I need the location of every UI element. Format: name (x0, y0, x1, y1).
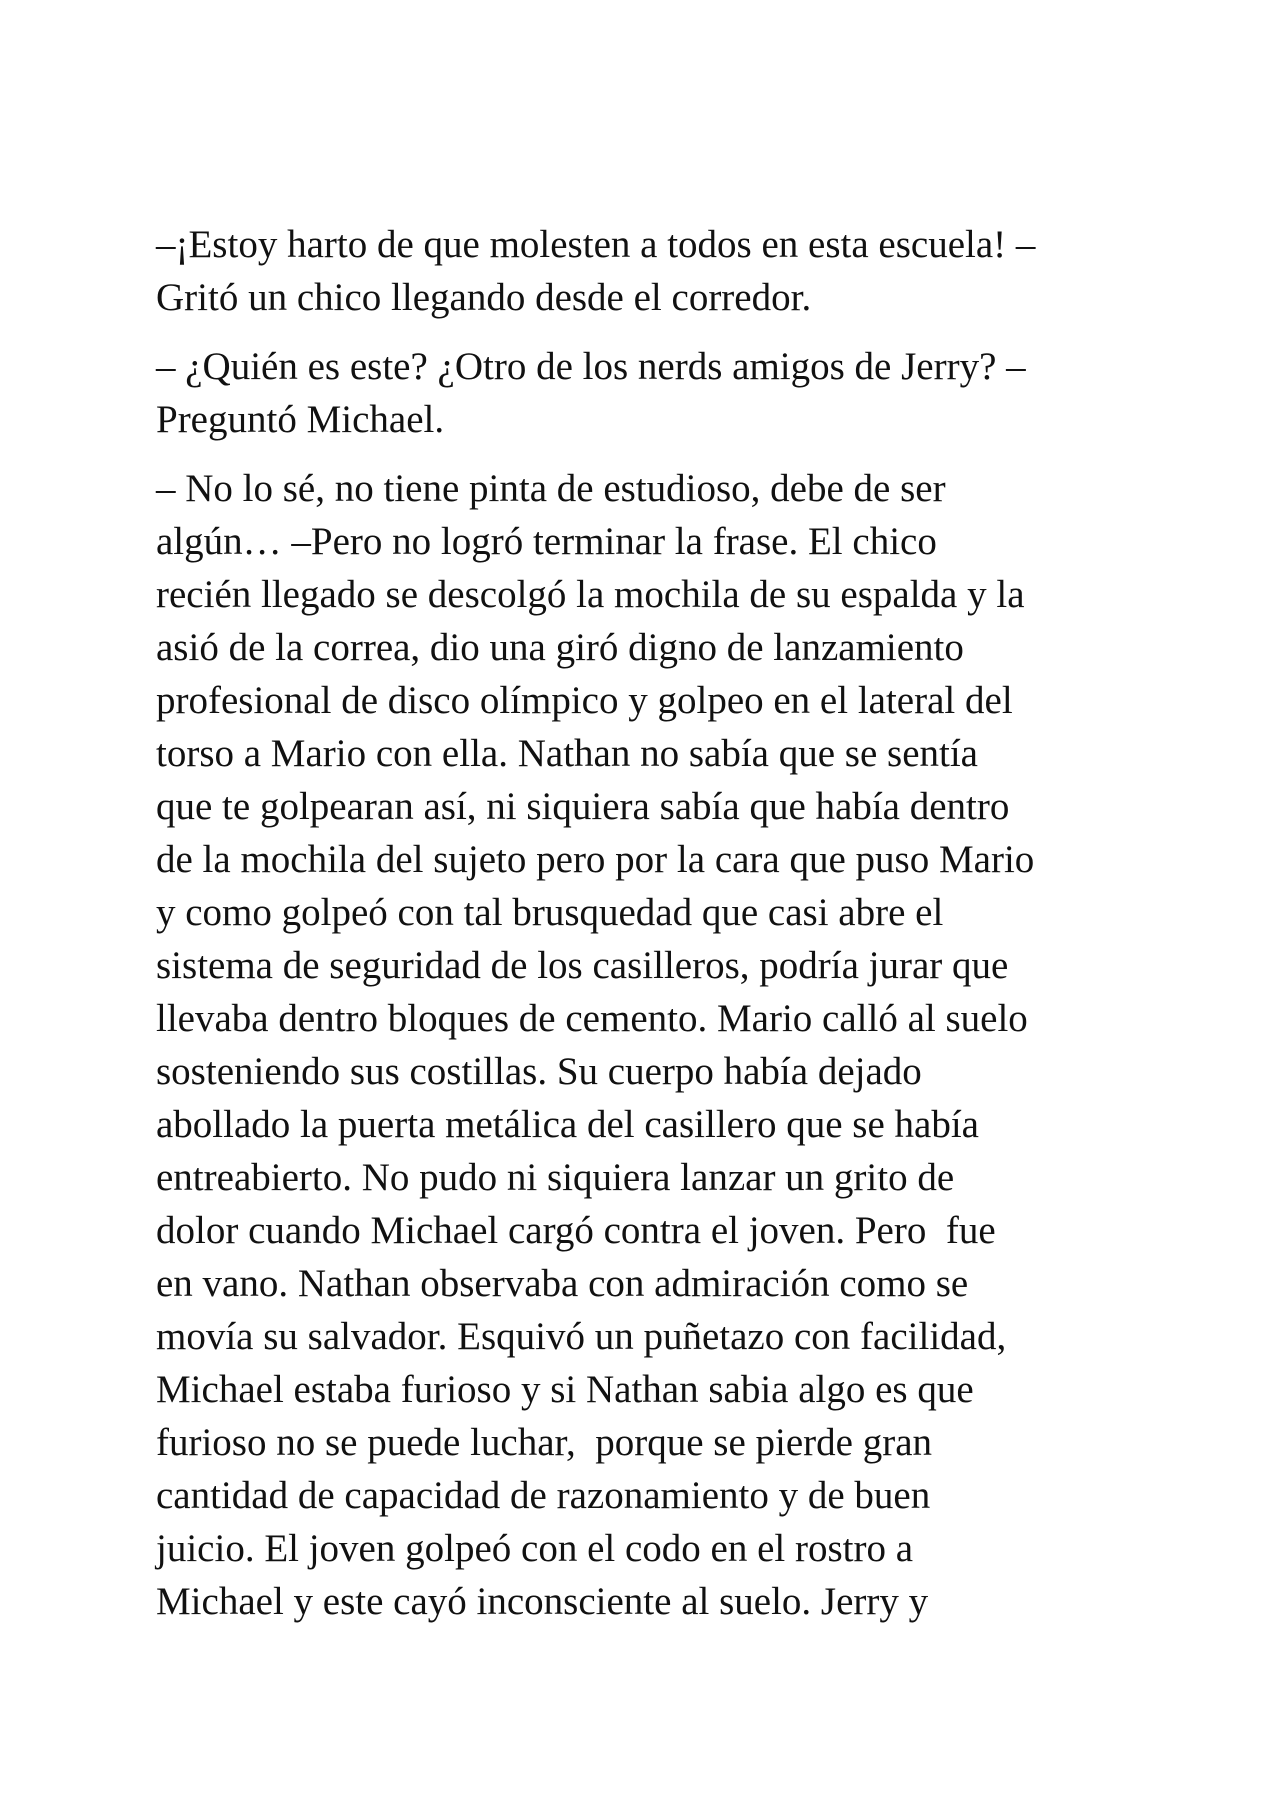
text-line: Michael y este cayó inconsciente al suelo. Jerry y (156, 1580, 929, 1623)
body-text (156, 218, 1156, 1644)
text-line: Preguntó Michael. (156, 398, 445, 441)
paragraph (156, 340, 1156, 446)
text-line: –¡Estoy harto de que molesten a todos en esta escuela! – (156, 223, 1036, 266)
paragraph (156, 218, 1156, 324)
text-line: entreabierto. No pudo ni siquiera lanzar un grito de (156, 1156, 955, 1199)
text-line: y como golpeó con tal brusquedad que casi abre el (156, 891, 944, 934)
text-line: dolor cuando Michael cargó contra el joven. Pero fue (156, 1209, 996, 1252)
text-line: – ¿Quién es este? ¿Otro de los nerds amigos de Jerry? – (156, 345, 1026, 388)
text-line: asió de la correa, dio una giró digno de lanzamiento (156, 626, 964, 669)
text-line: – No lo sé, no tiene pinta de estudioso, debe de ser (156, 467, 946, 510)
text-line: abollado la puerta metálica del casillero que se había (156, 1103, 979, 1146)
text-line: en vano. Nathan observaba con admiración como se (156, 1262, 969, 1305)
text-line: juicio. El joven golpeó con el codo en el rostro a (156, 1527, 914, 1570)
text-line: furioso no se puede luchar, porque se pierde gran (156, 1421, 933, 1464)
paragraph (156, 462, 1156, 1628)
text-line: recién llegado se descolgó la mochila de su espalda y la (156, 573, 1025, 616)
text-line: algún… –Pero no logró terminar la frase. El chico (156, 520, 937, 563)
text-line: movía su salvador. Esquivó un puñetazo con facilidad, (156, 1315, 1007, 1358)
text-line: sosteniendo sus costillas. Su cuerpo había dejado (156, 1050, 922, 1093)
text-line: cantidad de capacidad de razonamiento y de buen (156, 1474, 931, 1517)
text-line: sistema de seguridad de los casilleros, podría jurar que (156, 944, 1009, 987)
text-line: llevaba dentro bloques de cemento. Mario calló al suelo (156, 997, 1028, 1040)
text-line: que te golpearan así, ni siquiera sabía que había dentro (156, 785, 1010, 828)
text-line: de la mochila del sujeto pero por la cara que puso Mario (156, 838, 1035, 881)
text-line: torso a Mario con ella. Nathan no sabía que se sentía (156, 732, 978, 775)
text-line: Gritó un chico llegando desde el corredor. (156, 276, 812, 319)
text-line: Michael estaba furioso y si Nathan sabia algo es que (156, 1368, 974, 1411)
text-line: profesional de disco olímpico y golpeo en el lateral del (156, 679, 1013, 722)
